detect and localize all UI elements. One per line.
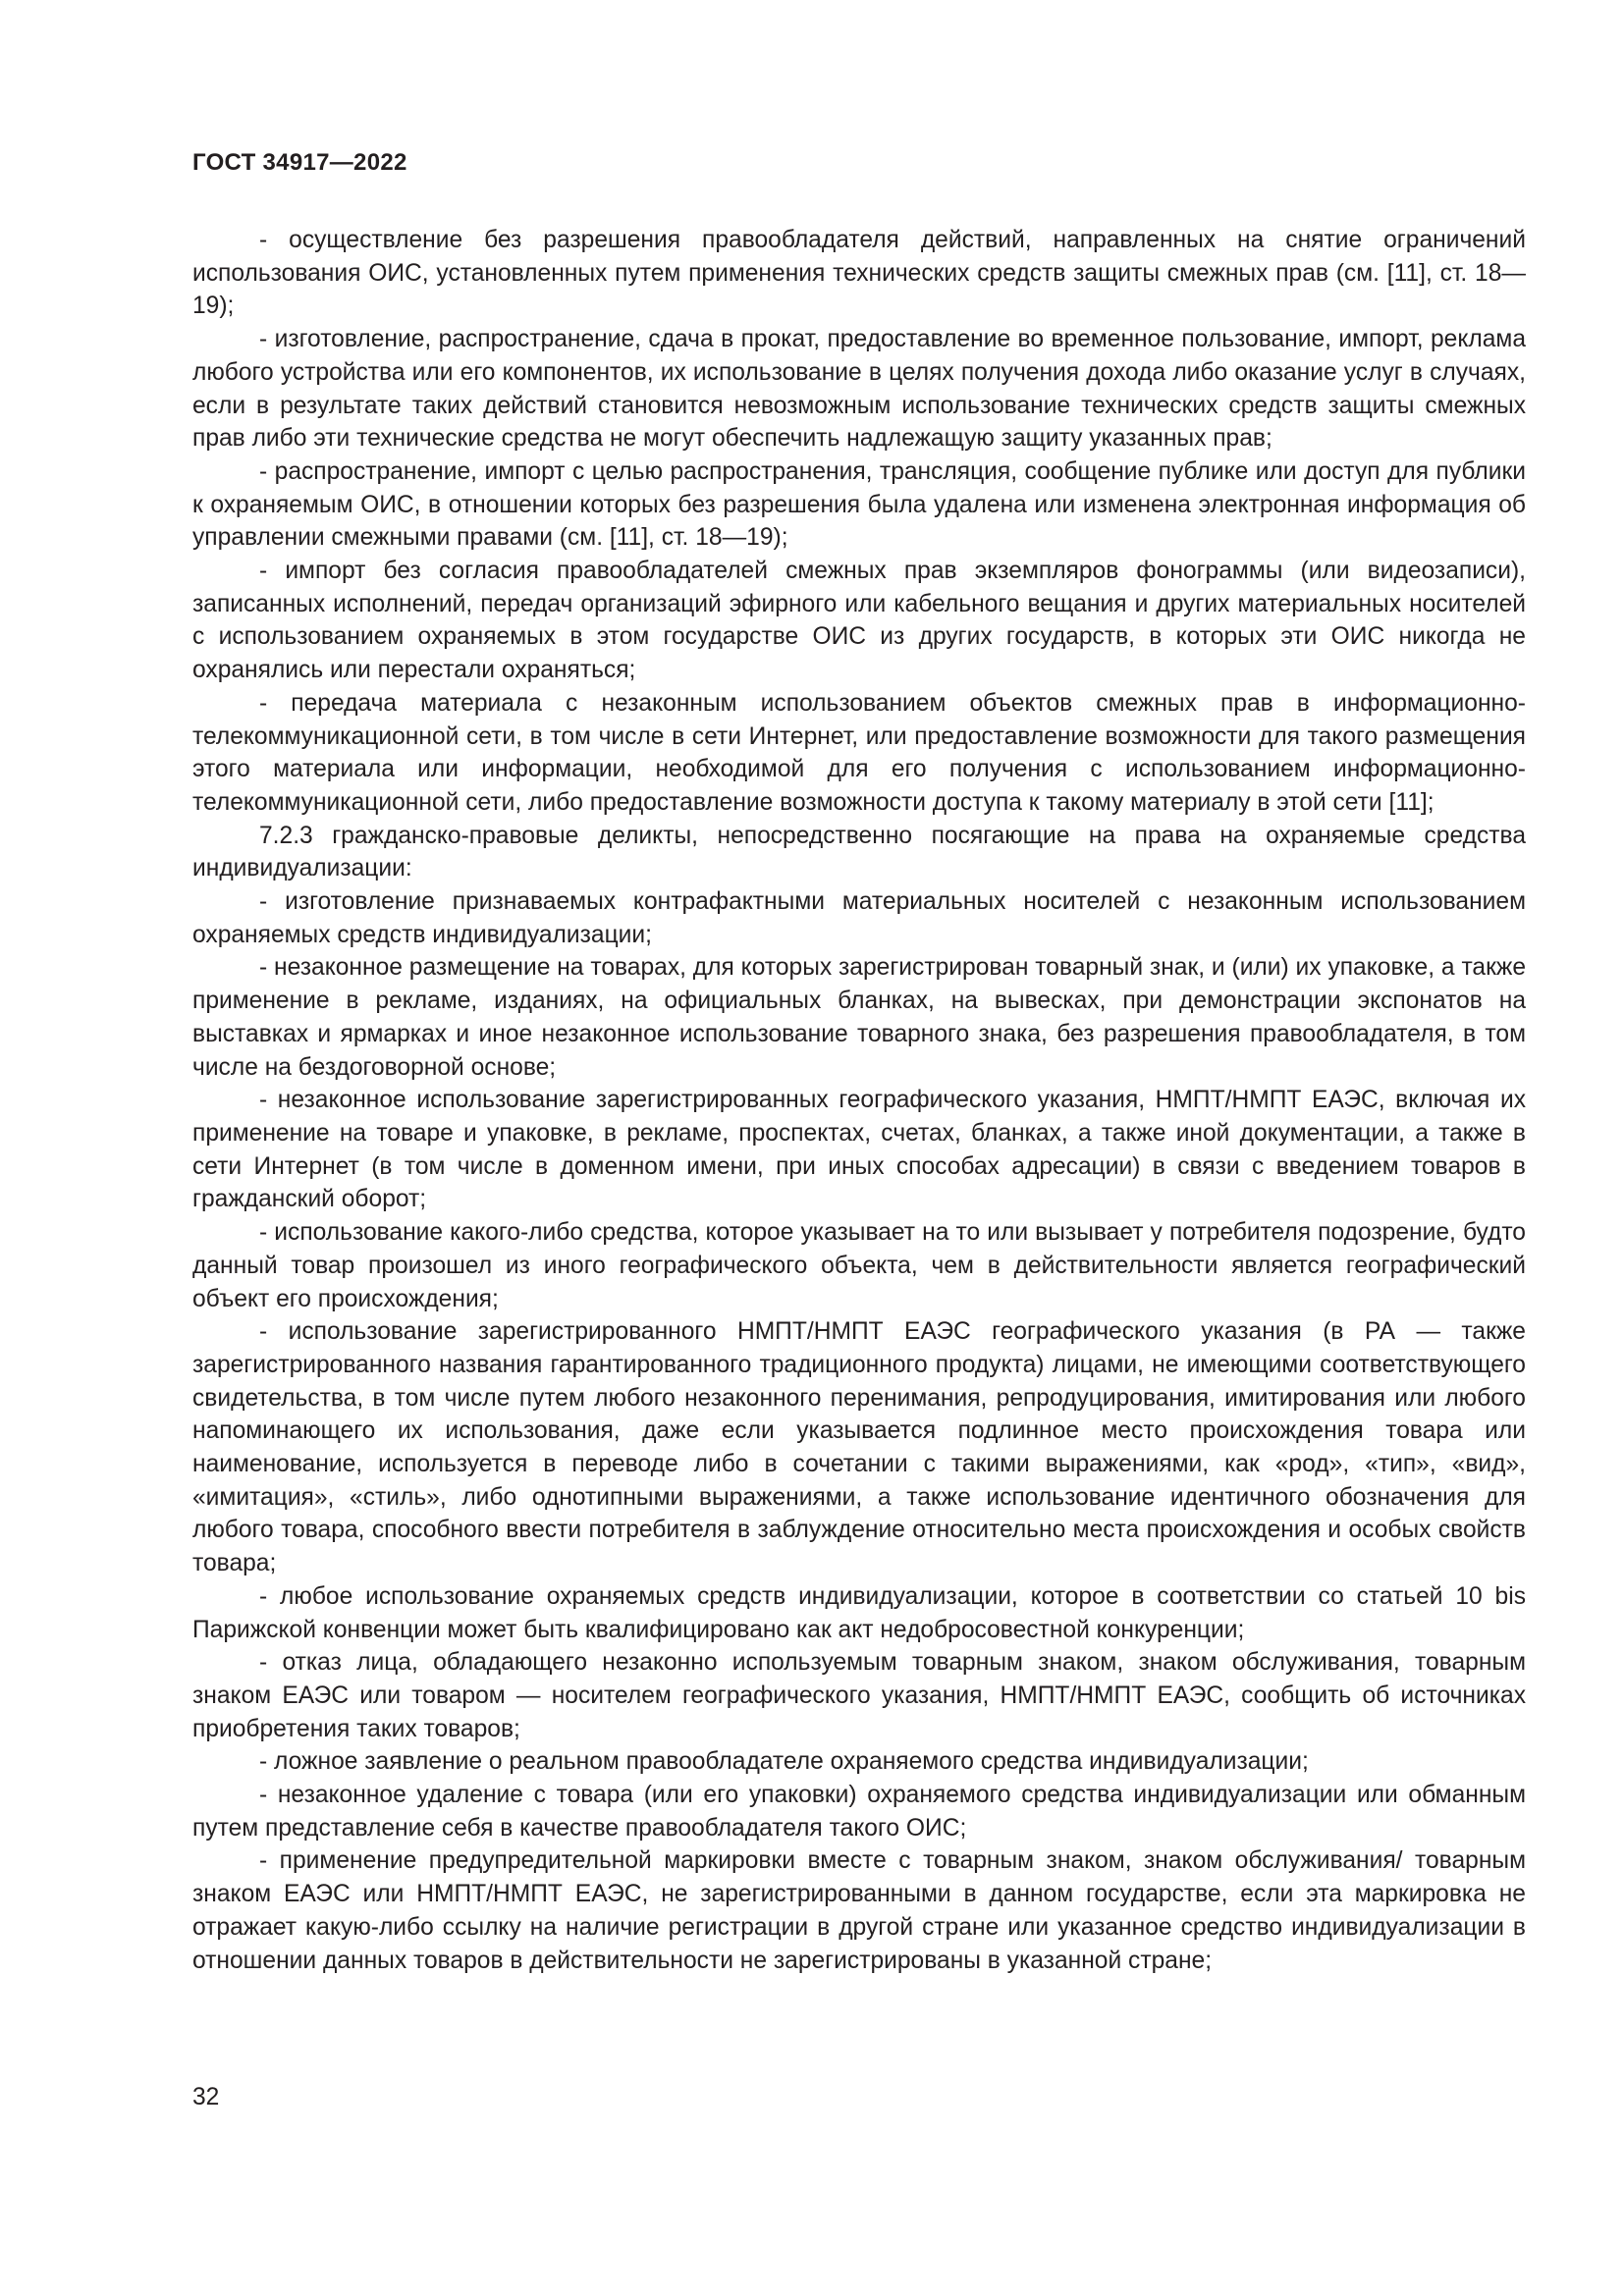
paragraph: - незаконное использование зарегистрированных географического указания, НМПТ/НМПТ ЕАЭС, включая их применение на товаре и упаковке, в рекламе, проспектах, счетах, бланках, а также иной документации, а также в сети Интернет (в том числе в доменном имени, при иных способах адресации) в связи с введением товаров в гражданский оборот; [192, 1087, 1526, 1213]
paragraph: - изготовление признаваемых контрафактными материальных носителей с незаконным использованием охраняемых средств индивидуализации; [192, 888, 1526, 948]
paragraph: - распространение, импорт с целью распространения, трансляция, сообщение публике или доступ для публики к охраняемым ОИС, в отношении которых без разрешения была удалена или изменена электронная информация об управлении смежными правами (см. [11], ст. 18—19); [192, 457, 1526, 552]
paragraph: - незаконное удаление с товара (или его упаковки) охраняемого средства индивидуализации или обманным путем представление себя в качестве правообладателя такого ОИС; [192, 1782, 1526, 1842]
paragraph: - использование зарегистрированного НМПТ/НМПТ ЕАЭС географического указания (в РА — также зарегистрированного названия гарантированного традиционного продукта) лицами, не имеющими соответствующего свидетельства, в том числе путем любого незаконного перенимания, репродуцирования, имитирования или любого напоминающего их использования, даже если указывается подлинное место происхождения товара или наименование, используется в переводе либо в сочетании с такими выражениями, как «род», «тип», «вид», «имитация», «стиль», либо однотипными выражениями, а также использование идентичного обозначения для любого товара, способного ввести потребителя в заблуждение относительно места происхождения и особых свойств товара; [192, 1318, 1526, 1577]
paragraph: - осуществление без разрешения правообладателя действий, направленных на снятие ограничений использования ОИС, установленных путем применения технических средств защиты смежных прав (см. [11], ст. 18—19); [192, 227, 1526, 320]
page-number: 32 [192, 2084, 220, 2110]
paragraph: - импорт без согласия правообладателей смежных прав экземпляров фонограммы (или видеозаписи), записанных исполнений, передач организаций эфирного или кабельного вещания и других материальных носителей с использованием охраняемых в этом государстве ОИС из других государств, в которых эти ОИС никогда не охранялись или перестали охраняться; [192, 558, 1526, 684]
paragraph: - передача материала с незаконным использованием объектов смежных прав в информационно-телекоммуникационной сети, в том числе в сети Интернет, или предоставление возможности для такого размещения этого материала или информации, необходимой для его получения с использованием информационно-телекоммуникационной сети, либо предоставление возможности доступа к такому материалу в этой сети [11]; [192, 689, 1526, 816]
paragraph: - использование какого-либо средства, которое указывает на то или вызывает у потребителя подозрение, будто данный товар произошел из иного географического объекта, чем в действительности является географический объект его происхождения; [192, 1219, 1526, 1312]
section-paragraph-7-2-3: 7.2.3 гражданско-правовые деликты, непосредственно посягающие на права на охраняемые средства индивидуализации: [192, 822, 1526, 882]
paragraph: - изготовление, распространение, сдача в прокат, предоставление во временное пользование, импорт, реклама любого устройства или его компонентов, их использование в целях получения дохода либо оказание услуг в случаях, если в результате таких действий становится невозможным использование технических средств защиты смежных прав либо эти технические средства не могут обеспечить надлежащую защиту указанных прав; [192, 326, 1526, 453]
paragraph: - применение предупредительной маркировки вместе с товарным знаком, знаком обслуживания/ товарным знаком ЕАЭС или НМПТ/НМПТ ЕАЭС, не зарегистрированными в данном государстве, если эта маркировка не отражает какую-либо ссылку на наличие регистрации в другой стране или указанное средство индивидуализации в отношении данных товаров в действительности не зарегистрированы в указанной стране; [192, 1847, 1526, 1974]
paragraph: - отказ лица, обладающего незаконно используемым товарным знаком, знаком обслуживания, товарным знаком ЕАЭС или товаром — носителем географического указания, НМПТ/НМПТ ЕАЭС, сообщить об источниках приобретения таких товаров; [192, 1649, 1526, 1742]
document-body [192, 224, 1526, 1977]
document-header: ГОСТ 34917—2022 [192, 149, 407, 176]
paragraph: - любое использование охраняемых средств индивидуализации, которое в соответствии со статьей 10 bis Парижской конвенции может быть квалифицировано как акт недобросовестной конкуренции; [192, 1582, 1526, 1643]
paragraph: - ложное заявление о реальном правообладателе охраняемого средства индивидуализации; [259, 1748, 1309, 1776]
paragraph: - незаконное размещение на товарах, для которых зарегистрирован товарный знак, и (или) их упаковке, а также применение в рекламе, изданиях, на официальных бланках, на вывесках, при демонстрации экспонатов на выставках и ярмарках и иное незаконное использование товарного знака, без разрешения правообладателя, в том числе на бездоговорной основе; [192, 954, 1526, 1081]
